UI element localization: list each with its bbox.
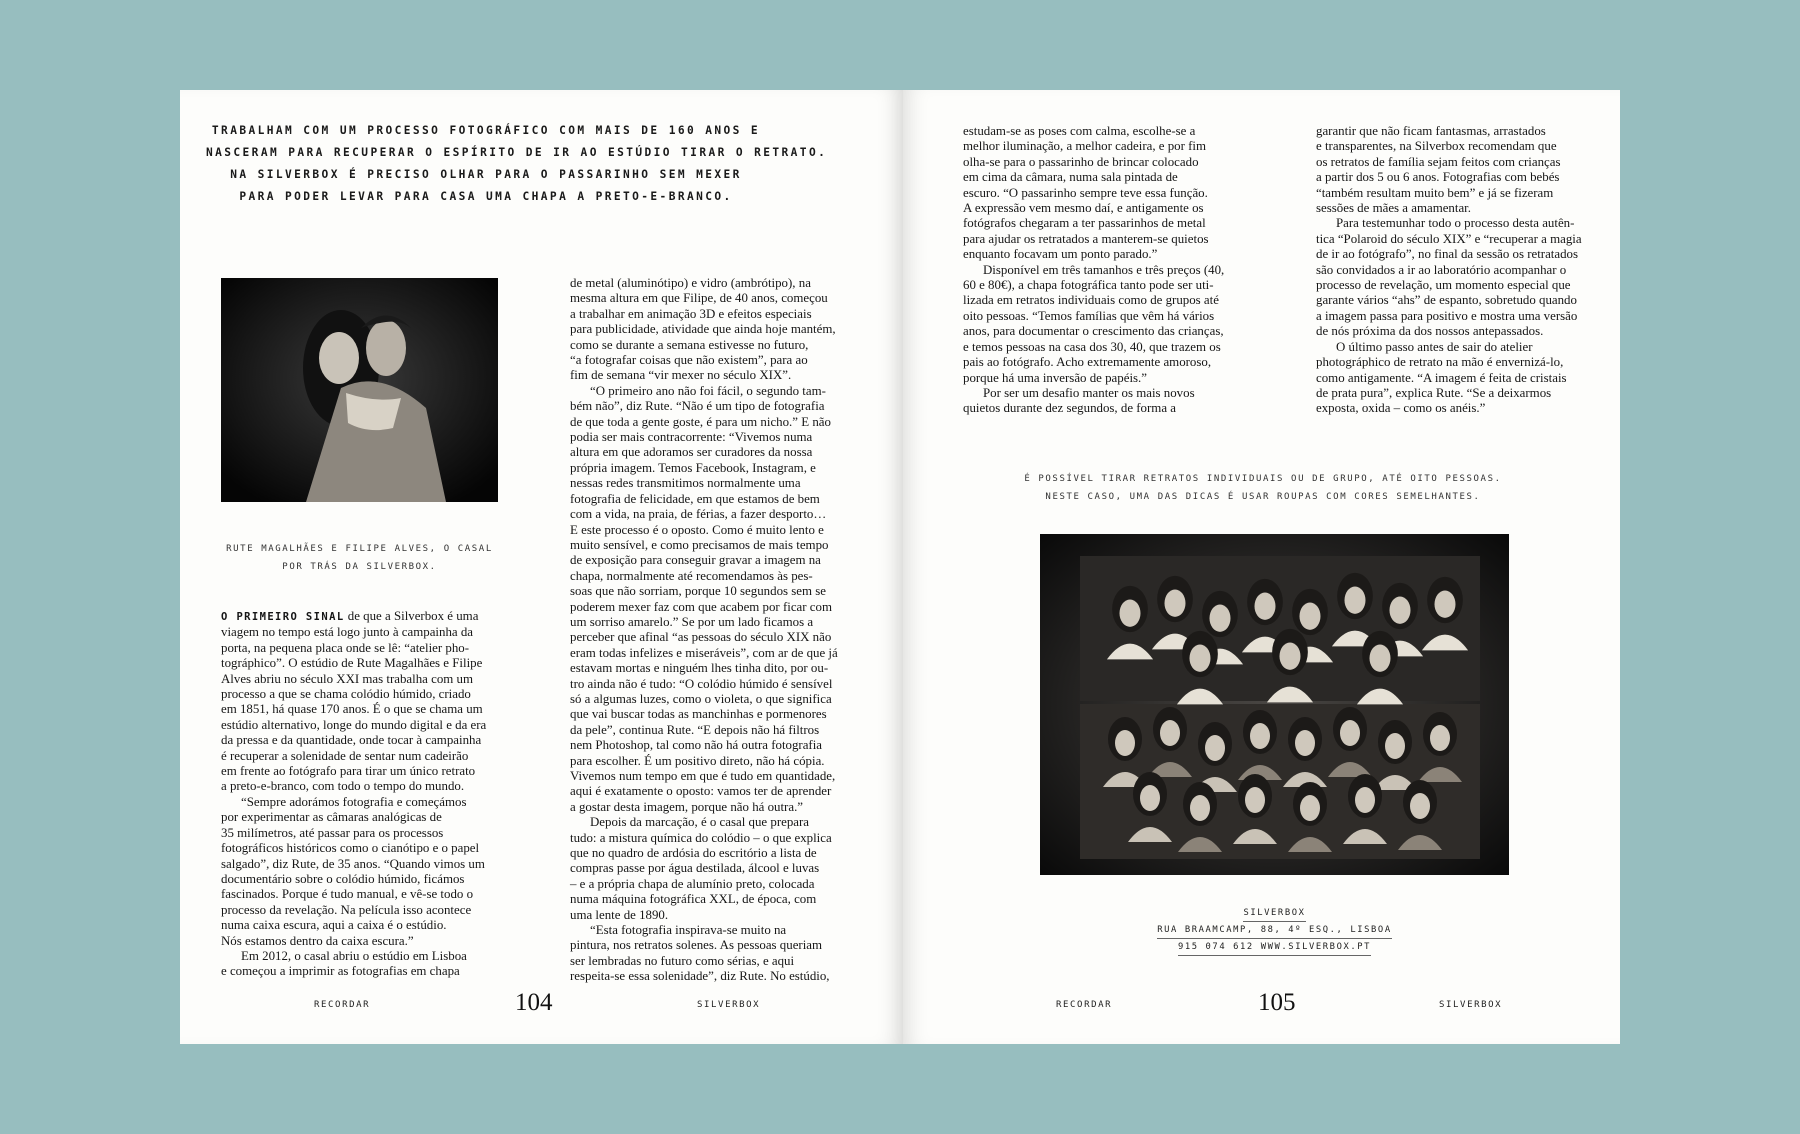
text-line: como antigamente. “A imagem é feita de cristais <box>1316 370 1567 385</box>
figure-face <box>1115 730 1135 756</box>
intro-line: NA SILVERBOX É PRECISO OLHAR PARA O PASSARINHO SEM MEXER <box>230 168 742 181</box>
text-line: respeita-se essa solenidade”, diz Rute. No estúdio, <box>570 969 830 984</box>
upper-plate <box>1080 556 1480 701</box>
text-line: de ir ao fotógrafo”, no final da sessão os retratados <box>1316 247 1579 262</box>
address-street: RUA BRAAMCAMP, 88, 4º ESQ., LISBOA <box>1157 923 1391 939</box>
text-line: da pele”, continua Rute. “E depois não há filtros <box>570 722 820 737</box>
text-line: a partir dos 5 ou 6 anos. Fotografias com bebés <box>1316 170 1560 185</box>
text-line: mesma altura em que Filipe, de 40 anos, começou <box>570 291 828 306</box>
figure-face <box>1345 587 1366 614</box>
text-line: a imagem passa para positivo e mostra uma versão <box>1316 308 1578 323</box>
text-line: photográphico de retrato na mão é envernizá-lo, <box>1316 355 1564 370</box>
intro-line: PARA PODER LEVAR PARA CASA UMA CHAPA A PRETO-E-BRANCO. <box>239 190 733 203</box>
text-line: Em 2012, o casal abriu o estúdio em Lisboa <box>241 948 467 963</box>
caption-line: NESTE CASO, UMA DAS DICAS É USAR ROUPAS COM CORES SEMELHANTES. <box>1045 492 1481 502</box>
text-line: oito pessoas. “Temos famílias que vêm há vários <box>963 308 1215 323</box>
text-line: Por ser um desafio manter os mais novos <box>983 385 1195 400</box>
text-line: muito sensível, e como precisamos de mais tempo <box>570 537 829 552</box>
text-line: salgado”, diz Rute, de 35 anos. “Quando vimos um <box>221 856 485 871</box>
page-number: 104 <box>515 989 553 1016</box>
group-photo-caption <box>1013 470 1513 506</box>
text-line: a preto-e-branco, com todo o tempo do mundo. <box>221 779 465 794</box>
text-line: escuro. “O passarinho sempre teve essa função. <box>963 185 1208 200</box>
text-line: uma lente de 1890. <box>570 907 669 922</box>
text-line: fotógrafos chegaram a ter passarinhos de metal <box>963 216 1206 231</box>
text-line: chapa, normalmente até recomendamos às pes- <box>570 568 813 583</box>
text-line: são convidados a ir ao laboratório acompanhar o <box>1316 262 1567 277</box>
address-name: SILVERBOX <box>1243 906 1305 922</box>
figure-face <box>1255 593 1276 620</box>
text-line: própria imagem. Temos Facebook, Instagram, e <box>570 460 816 475</box>
text-line: nem Photoshop, tal como não há outra fotografia <box>570 738 823 753</box>
text-line: da pressa e da quantidade, onde tocar à campainha <box>221 733 482 748</box>
text-line: pais ao fotógrafo. Acho extremamente amoroso, <box>963 355 1212 370</box>
right-column-1 <box>963 124 1263 417</box>
couple-photo <box>221 278 498 502</box>
figure-face <box>1245 787 1265 813</box>
figure-face <box>1280 643 1301 670</box>
figure-face <box>1430 725 1450 751</box>
intro-line: NASCERAM PARA RECUPERAR O ESPÍRITO DE IR AO ESTÚDIO TIRAR O RETRATO. <box>206 146 828 159</box>
text-line: garante vários “ahs” de espanto, sobretudo quando <box>1316 293 1577 308</box>
text-line: bém não”, diz Rute. “Não é um tipo de fotografia <box>570 399 825 414</box>
caption-line: RUTE MAGALHÃES E FILIPE ALVES, O CASAL <box>226 544 493 554</box>
text-line: Alves abriu no século XXI mas trabalha com um <box>221 671 474 686</box>
text-line: eram todas infelizes e miseráveis”, com ar de que já <box>570 645 838 660</box>
figure-face <box>1410 793 1430 819</box>
figure-face <box>1385 733 1405 759</box>
text-line: numa caixa escura, aqui a caixa é o estúdio. <box>221 918 447 933</box>
figure-face <box>1210 605 1231 632</box>
caption-line: É POSSÍVEL TIRAR RETRATOS INDIVIDUAIS OU DE GRUPO, ATÉ OITO PESSOAS. <box>1024 474 1502 484</box>
text-line: fotografia de felicidade, em que estamos de bem <box>570 491 820 506</box>
text-line: por experimentar as câmaras analógicas de <box>221 810 442 825</box>
text-line: os retratos de família sejam feitos com crianças <box>1316 154 1561 169</box>
left-column-2 <box>570 276 870 985</box>
text-line: de exposição para conseguir gravar a imagem na <box>570 553 821 568</box>
text-line: Vivemos num tempo em que é tudo em quantidade, <box>570 769 836 783</box>
couple-photo-image <box>221 278 498 502</box>
figure-face <box>1250 723 1270 749</box>
text-line: Disponível em três tamanhos e três preços (40, <box>983 262 1225 277</box>
couple-photo-caption <box>221 540 498 576</box>
text-line: em frente ao fotógrafo para tirar um único retrato <box>221 764 476 779</box>
text-line: perceber que afinal “as pessoas do século XIX não <box>570 630 832 645</box>
text-line: é recuperar a solenidade de sentar num cadeirão <box>221 748 469 763</box>
lead-in: O PRIMEIRO SINAL <box>221 611 345 623</box>
text-line: fotográficos históricos como o cianótipo e o papel <box>221 841 480 856</box>
intro-deck <box>206 120 828 208</box>
caption-line: POR TRÁS DA SILVERBOX. <box>282 562 437 572</box>
text-line: processo da revelação. Na película isso acontece <box>221 902 472 917</box>
text-line: de que a Silverbox é uma <box>344 609 479 623</box>
text-line: numa máquina fotográfica XXL, de época, com <box>570 892 817 907</box>
left-column-1 <box>221 609 511 980</box>
text-line: para publicidade, atividade que ainda hoje mantém, <box>570 322 836 337</box>
figure-face <box>1165 590 1186 617</box>
text-line: lizada em retratos individuais como de grupos até <box>963 293 1219 308</box>
figure-face <box>1300 795 1320 821</box>
text-line: que vai buscar todas as manchinhas e pormenores <box>570 707 827 722</box>
text-line: melhor iluminação, a melhor cadeira, e por fim <box>963 139 1207 154</box>
address-block <box>1040 906 1509 957</box>
text-line: em 1851, há quase 170 anos. É o que se chama um <box>221 702 483 717</box>
text-line: “a fotografar coisas que não existem”, para ao <box>570 353 808 368</box>
text-line: E este processo é o oposto. Como é muito lento e <box>570 522 824 537</box>
text-line: a gostar desta imagem, porque não há outra.” <box>570 799 804 814</box>
figure-face <box>1160 720 1180 746</box>
text-line: pintura, nos retratos solenes. As pessoas queriam <box>570 938 823 953</box>
figure-face <box>1190 795 1210 821</box>
text-line: anos, para documentar o crescimento das crianças, <box>963 324 1224 339</box>
text-line: em cima da câmara, numa sala pintada de <box>963 170 1178 185</box>
text-line: e começou a imprimir as fotografias em chapa <box>221 964 460 979</box>
text-line: exposta, oxida – como os anéis.” <box>1316 401 1486 416</box>
text-line: enquanto focavam um ponto parado.” <box>963 247 1158 262</box>
text-line: 35 milímetros, até passar para os processos <box>221 825 444 840</box>
group-photo <box>1040 534 1509 875</box>
figure-face <box>1205 735 1225 761</box>
text-line: sessões de mães a amamentar. <box>1316 201 1471 216</box>
figure-face <box>1295 730 1315 756</box>
text-line: de que toda a gente goste, é para um nicho.” E não <box>570 414 831 429</box>
text-line: estavam mortas e ninguém lhes tinha dito, por ou- <box>570 661 829 676</box>
group-photo-image <box>1040 534 1509 875</box>
text-line: porta, na pequena placa onde se lê: “atelier pho- <box>221 640 470 655</box>
text-line: olha-se para o passarinho de brincar colocado <box>963 154 1199 169</box>
text-line: para ajudar os retratados a manterem-se quietos <box>963 231 1209 246</box>
figure-face <box>1370 645 1391 672</box>
text-line: Para testemunhar todo o processo desta autên- <box>1336 216 1575 231</box>
text-line: como se durante a semana estivesse no futuro, <box>570 337 809 352</box>
text-line: ser lembradas no futuro como sérias, e aqui <box>570 953 795 968</box>
footer-section: RECORDAR <box>314 1000 371 1010</box>
text-line: tro ainda não é tudo: “O colódio húmido é sensível <box>570 676 833 691</box>
text-line: documentário sobre o colódio húmido, ficámos <box>221 871 465 886</box>
right-page <box>903 90 1620 1044</box>
figure-face <box>1355 787 1375 813</box>
text-line: 60 e 80€), a chapa fotográfica tanto pode ser uti- <box>963 278 1214 293</box>
text-line: viagem no tempo está logo junto à campainha da <box>221 625 474 640</box>
left-page <box>180 90 903 1044</box>
text-line: um sorriso amarelo.” Se por um lado ficamos a <box>570 614 814 629</box>
text-line: estúdio alternativo, longe do mundo digital e da era <box>221 717 487 732</box>
text-line: de prata pura”, explica Rute. “Se a deixarmos <box>1316 385 1552 400</box>
text-line: quietos durante dez segundos, de forma a <box>963 401 1176 416</box>
figure-face <box>1300 603 1321 630</box>
figure-face <box>1190 645 1211 672</box>
text-line: tudo: a mistura química do colódio – o que explica <box>570 830 832 845</box>
text-line: garantir que não ficam fantasmas, arrastados <box>1316 124 1546 138</box>
text-line: nessas redes transmitimos normalmente uma <box>570 476 801 491</box>
text-line: com a vida, na praia, de férias, a fazer desporto… <box>570 507 827 522</box>
text-line: Nós estamos dentro da caixa escura.” <box>221 933 414 948</box>
text-line: fim de semana “vir mexer no século XIX”. <box>570 368 792 383</box>
text-line: altura em que adoramos ser curadores da nossa <box>570 445 813 460</box>
figure-face <box>1120 600 1141 627</box>
figure-face <box>1340 720 1360 746</box>
text-line: processo a que se chama colódio húmido, criado <box>221 687 471 702</box>
text-line: porque há uma inversão de papéis.” <box>963 370 1147 385</box>
text-line: aqui é exatamente o oposto: vamos ter de aprender <box>570 784 832 799</box>
text-line: tográphico”. O estúdio de Rute Magalhães e Filipe <box>221 656 483 671</box>
text-line: O último passo antes de sair do atelier <box>1336 339 1533 354</box>
text-line: soas que não sorriam, porque 10 segundos sem se <box>570 584 826 599</box>
text-line: processo de revelação, um momento especial que <box>1316 278 1571 293</box>
text-line: “O primeiro ano não foi fácil, o segundo tam- <box>590 383 826 398</box>
text-line: compras passe por água destilada, álcool e luvas <box>570 861 820 876</box>
figure-face <box>1435 591 1456 618</box>
footer-title: SILVERBOX <box>697 1000 761 1010</box>
text-line: e transparentes, na Silverbox recomendam que <box>1316 139 1557 154</box>
text-line: tica “Polaroid do século XIX” e “recuperar a magia <box>1316 231 1582 246</box>
text-line: poderem mexer faz com que acabem por ficar com <box>570 599 832 614</box>
text-line: e temos pessoas na casa dos 30, 40, que trazem os <box>963 339 1221 354</box>
text-line: para escolher. É um positivo direto, não há cópia. <box>570 753 825 768</box>
intro-line: TRABALHAM COM UM PROCESSO FOTOGRÁFICO COM MAIS DE 160 ANOS E <box>211 124 761 137</box>
text-line: estudam-se as poses com calma, escolhe-se a <box>963 124 1196 138</box>
figure-face <box>1140 785 1160 811</box>
page-number: 105 <box>1258 989 1296 1016</box>
text-line: “também resultam muito bem” e já se fizeram <box>1316 185 1554 200</box>
address-contact: 915 074 612 WWW.SILVERBOX.PT <box>1178 940 1371 956</box>
figure-face <box>1390 597 1411 624</box>
text-line: – e a própria chapa de alumínio preto, colocada <box>570 876 815 891</box>
text-line: Depois da marcação, é o casal que prepara <box>590 815 810 830</box>
right-column-2 <box>1316 124 1606 417</box>
text-line: “Sempre adorámos fotografia e começámos <box>241 794 467 809</box>
text-line: A expressão vem mesmo daí, e antigamente os <box>963 201 1204 216</box>
text-line: que no quadro de ardósia do escritório a lista de <box>570 846 817 861</box>
text-line: podia ser mais contracorrente: “Vivemos numa <box>570 430 813 445</box>
text-line: “Esta fotografia inspirava-se muito na <box>590 923 787 938</box>
text-line: a trabalhar em animação 3D e efeitos especiais <box>570 306 812 321</box>
text-line: fascinados. Porque é tudo manual, e vê-se todo o <box>221 887 474 902</box>
footer-section: RECORDAR <box>1056 1000 1113 1010</box>
footer-title: SILVERBOX <box>1439 1000 1503 1010</box>
text-line: de nós próxima da dos nossos antepassados. <box>1316 324 1544 339</box>
text-line: só a algumas luzes, como o violeta, o que significa <box>570 691 832 706</box>
text-line: de metal (aluminótipo) e vidro (ambrótipo), na <box>570 276 811 290</box>
